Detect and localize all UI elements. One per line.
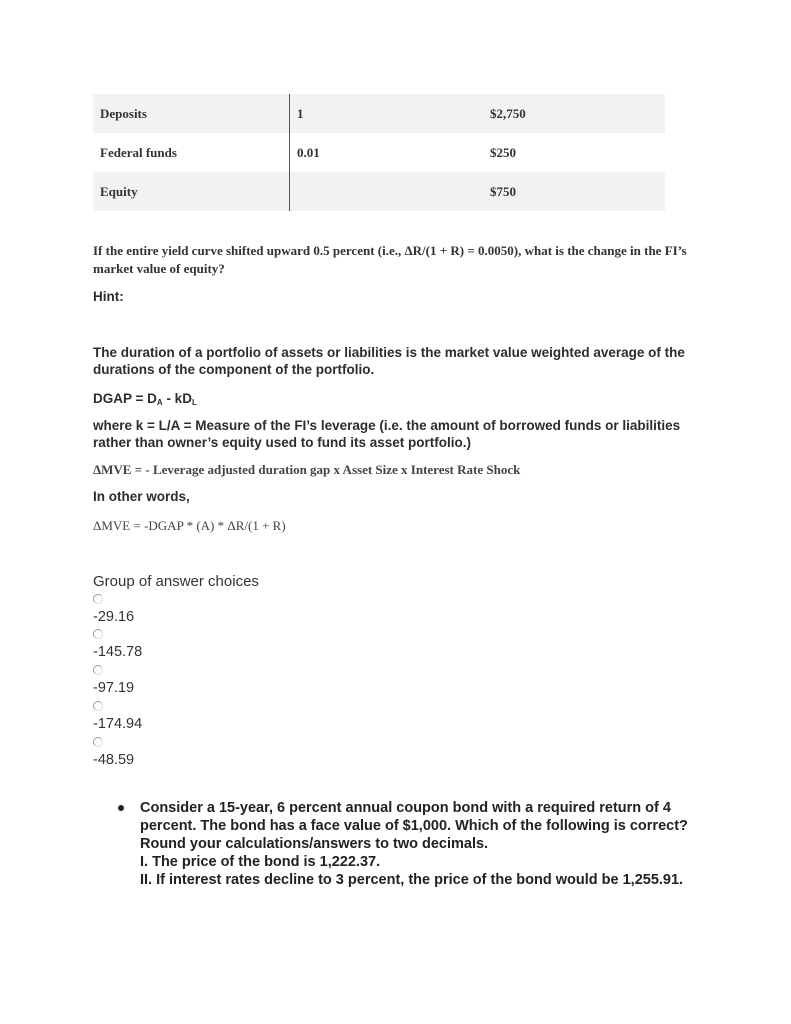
answer-choice[interactable] [93, 665, 134, 696]
hint-duration-text: The duration of a portfolio of assets or liabilities is the market value weighted average of the durations of the component of the portfolio. [93, 345, 685, 377]
leverage-text: where k = L/A = Measure of the FI’s leverage (i.e. the amount of borrowed funds or liabilities rather than owner’s equity used to fund its asset portfolio.) [93, 418, 681, 450]
dgap-mid: - kD [162, 391, 192, 406]
dgap-sub-a: A [156, 398, 163, 407]
dgap-sub-l: L [191, 398, 197, 407]
radio-button[interactable] [93, 594, 103, 604]
next-question [140, 799, 720, 889]
choice-label[interactable]: -145.78 [93, 644, 143, 660]
row-value: $750 [477, 172, 665, 211]
answer-choice[interactable] [93, 737, 134, 768]
next-question-line3: II. If interest rates decline to 3 percent, the price of the bond would be 1,255.91. [140, 872, 684, 888]
answer-choice[interactable] [93, 594, 134, 625]
next-question-line2: I. The price of the bond is 1,222.37. [140, 854, 381, 870]
answer-choice[interactable] [93, 629, 142, 660]
row-duration: 1 [290, 94, 478, 133]
radio-button[interactable] [93, 665, 103, 675]
radio-button[interactable] [93, 737, 103, 747]
radio-button[interactable] [93, 701, 103, 711]
choice-label[interactable]: -48.59 [93, 752, 135, 768]
choice-label[interactable]: -174.94 [93, 716, 143, 732]
row-duration: 0.01 [290, 133, 478, 172]
table-row [93, 172, 665, 211]
table-row [93, 133, 665, 172]
dgap-prefix: DGAP = D [93, 391, 157, 406]
in-other-words: In other words, [93, 489, 190, 504]
row-label: Deposits [93, 94, 290, 133]
row-duration [290, 172, 478, 211]
hint-label: Hint: [93, 289, 124, 304]
balance-sheet-table [93, 94, 665, 211]
row-label: Federal funds [100, 144, 177, 160]
amve-formula: ΔMVE = - Leverage adjusted duration gap x Asset Size x Interest Rate Shock [93, 462, 521, 477]
row-value: $2,750 [477, 94, 665, 133]
question-text: If the entire yield curve shifted upward 0.5 percent (i.e., ΔR/(1 + R) = 0.0050), what is the change in the FI’s market value of equity? [93, 243, 687, 276]
table-row [93, 94, 665, 133]
amve-formula-2: ΔMVE = -DGAP * (A) * ΔR/(1 + R) [93, 518, 286, 533]
bullet-icon [118, 805, 124, 811]
next-question-line1: Consider a 15-year, 6 percent annual coupon bond with a required return of 4 percent. The bond has a face value of $1,000. Which of the following is correct? Round your calculations/answers to two decimals. [140, 800, 688, 852]
radio-button[interactable] [93, 629, 103, 639]
row-label: Equity [93, 172, 290, 211]
choice-label[interactable]: -29.16 [93, 609, 135, 625]
row-value: $250 [490, 144, 516, 160]
answer-choice[interactable] [93, 701, 142, 732]
choice-label[interactable]: -97.19 [93, 680, 135, 696]
group-label: Group of answer choices [93, 573, 259, 590]
dgap-formula [93, 390, 197, 409]
